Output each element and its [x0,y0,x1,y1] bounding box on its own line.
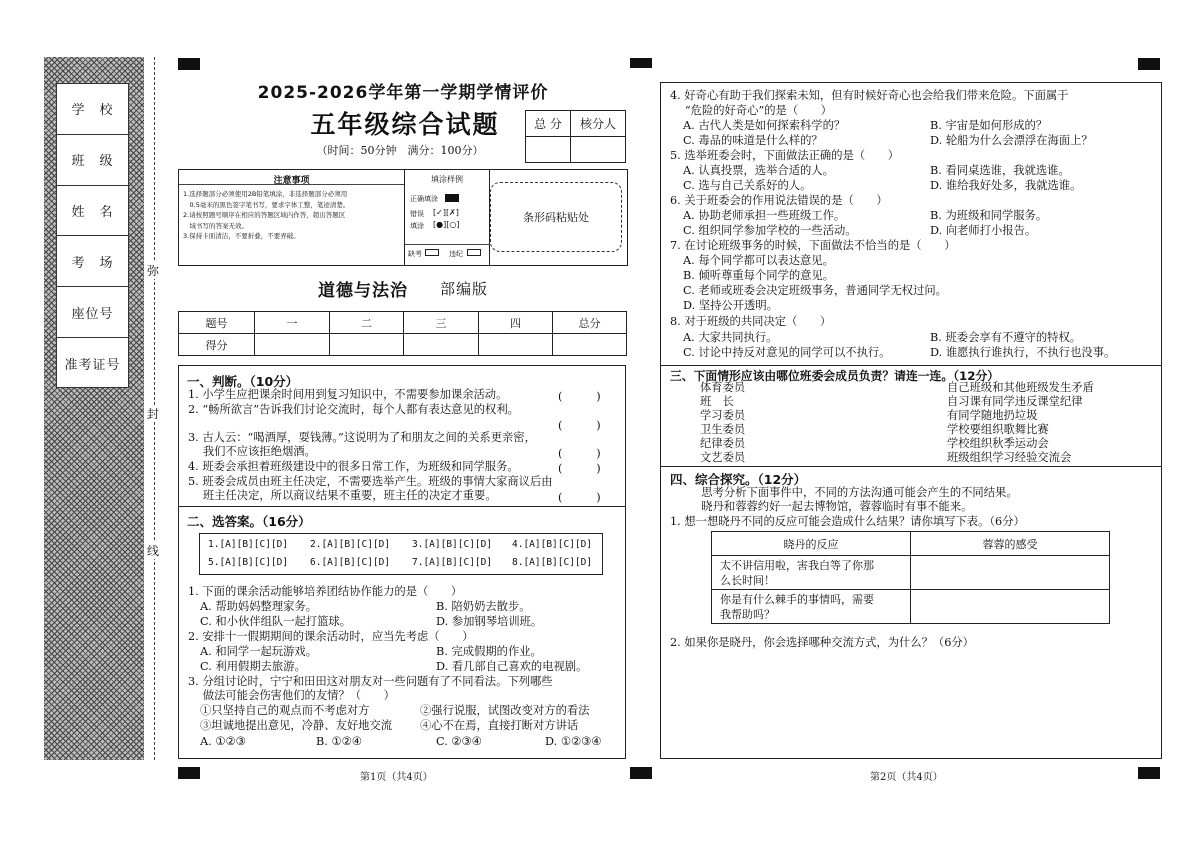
situation-item[interactable]: 自己班级和其他班级发生矛盾 [947,381,1094,394]
marks-cell[interactable] [255,334,330,356]
notice-line: 3.保持卡面清洁，不要折叠，不要弄破。 [183,232,300,240]
option: C. ②③④ [436,735,482,748]
seal-char: 弥 [147,264,160,278]
question: 做法可能会伤害他们的友情？（ ） [188,689,395,702]
answer-bubble-row[interactable]: 8.[A][B][C][D] [512,557,593,568]
option: A. ①②③ [200,735,246,748]
option: B. 倾听尊重每个同学的意见。 [683,269,835,282]
option: A. 认真投票，选举合适的人。 [683,164,834,177]
role-item[interactable]: 学习委员 [700,409,746,422]
question: 2. 如果你是晓丹，你会选择哪种交流方式，为什么？（6分） [670,636,974,649]
student-info-box [56,83,129,388]
timing-mark [178,767,200,779]
role-item[interactable]: 班 长 [700,395,734,408]
option: A. 古代人类是如何探索科学的？ [683,119,846,132]
timing-mark [1138,58,1160,70]
judge-item: 4. 班委会承担着班级建设中的很多日常工作，为班级和同学服务。 [188,460,519,473]
option: D. 坚持公开透明。 [683,299,778,312]
timing-mark [630,58,652,68]
question: 8. 对于班级的共同决定（ ） [670,315,832,328]
total-score-label: 总 分 [526,111,571,137]
marks-header: 二 [330,312,404,334]
part2-title: 二、选答案。（16分） [187,514,311,529]
barcode-label: 条形码粘贴处 [523,211,589,224]
question: 4. 好奇心有助于我们探索未知，但有时候好奇心也会给我们带来危险。下面属于 [670,89,1069,102]
situation-item[interactable]: 班级组织学习经验交流会 [947,451,1072,464]
option: A. 每个同学都可以表达意见。 [683,254,834,267]
marks-header: 四 [479,312,553,334]
option: D. 轮船为什么会漂浮在海面上？ [930,134,1093,147]
option: B. 陪奶奶去散步。 [436,600,531,613]
option: C. 利用假期去旅游。 [200,660,306,673]
judge-item: 3. 古人云：“喝酒厚，耍钱薄。”这说明为了和朋友之间的关系更亲密， [188,431,536,444]
marks-row-label: 得分 [179,334,255,356]
part1-title: 一、判断。（10分） [187,374,299,389]
option: D. 向老师打小报告。 [930,224,1037,237]
option: A. 和同学一起玩游戏。 [200,645,318,658]
answer-bubble-row[interactable]: 7.[A][B][C][D] [412,557,493,568]
answer-paren[interactable]: ( ) [558,491,601,504]
reaction-cell [712,556,911,590]
page1-footer: 第1页（共4页） [360,772,433,783]
option: B. 完成假期的作业。 [436,645,542,658]
info-field: 准考证号 [64,357,121,373]
option: D. 看几部自己喜欢的电视剧。 [436,660,588,673]
absent-box[interactable] [425,249,439,256]
question: 1. 下面的课余活动能够培养团结协作能力的是（ ） [188,585,463,598]
feeling-header: 蓉蓉的感受 [911,532,1110,556]
marks-header: 三 [404,312,479,334]
notice-line: 0.5毫米的黑色签字笔书写，要求字体工整，笔迹清楚。 [183,200,350,209]
marks-cell[interactable] [479,334,553,356]
absent-label: 缺考 [408,250,422,258]
option: B. 宇宙是如何形成的？ [930,119,1048,132]
feeling-cell[interactable] [911,590,1110,624]
reaction-table [711,531,1110,624]
situation-item[interactable]: 学校组织秋季运动会 [947,437,1049,450]
notice-line: 域书写的答案无效。 [183,221,248,230]
reaction-header: 晓丹的反应 [712,532,911,556]
option: A. 大家共同执行。 [683,331,778,344]
notice-line: 1.选择题部分必须使用2B铅笔填涂，非选择题部分必须用 [183,190,348,198]
question: “危险的好奇心”的是（ ） [670,104,833,117]
reaction-cell [712,590,911,624]
subject-edition: 部编版 [440,280,489,298]
fill-wrong2-label: 填涂 [410,222,424,230]
option: B. 为班级和同学服务。 [930,209,1048,222]
reaction-text: 你是有什么棘手的事情吗，需要 [720,592,874,606]
judge-item: 班主任决定，所以商议结果不重要，班主任的决定才重要。 [188,489,497,502]
reaction-text: 么长时间！ [720,573,775,587]
question: 3. 分组讨论时，宁宁和田田这对朋友对一些问题有了不同看法。下列哪些 [188,675,553,688]
answer-bubble-row[interactable]: 4.[A][B][C][D] [512,539,593,550]
option: C. 讨论中持反对意见的同学可以不执行。 [683,346,891,359]
answer-bubble-row[interactable]: 3.[A][B][C][D] [412,539,493,550]
question: 2. 安排十一假期期间的课余活动时，应当先考虑（ ） [188,630,474,643]
timing-mark [178,58,200,70]
answer-bubble-row[interactable]: 5.[A][B][C][D] [208,557,289,568]
info-field: 考 场 [57,236,128,287]
fill-sample-title: 填涂样例 [431,175,463,184]
part4-intro: 思考分析下面事件中，不同的方法沟通可能会产生的不同结果。 [690,486,1018,499]
violation-label: 违纪 [449,250,463,258]
notice-title: 注意事项 [179,170,404,185]
wrong-mark-icons: [●][○] [433,220,460,229]
notice-line: 2.请按照题号顺序在相应的答题区域内作答，超出答题区 [183,211,346,219]
violation-box[interactable] [467,249,481,256]
feeling-cell[interactable] [911,556,1110,590]
fill-wrong-label: 错误 [410,210,424,218]
score-box [525,110,626,163]
seal-char: 线 [147,544,160,558]
info-field: 班 级 [57,135,128,186]
answer-bubble-row[interactable]: 6.[A][B][C][D] [310,557,391,568]
exam-main-title: 五年级综合试题 [310,110,500,139]
barcode-area [490,182,622,252]
marks-header: 一 [255,312,330,334]
option: A. 协助老师承担一些班级工作。 [683,209,846,222]
total-score-cell[interactable] [526,137,571,163]
part3-title: 三、下面情形应该由哪位班委会成员负责？请连一连。（12分） [670,369,1000,383]
marks-cell[interactable] [330,334,404,356]
answer-grid [199,533,603,575]
subject-title: 道德与法治 [318,281,408,301]
marks-header: 题号 [179,312,255,334]
option: C. 和小伙伴组队一起打篮球。 [200,615,351,628]
judge-item: 1. 小学生应把课余时间用到复习知识中，不需要参加课余活动。 [188,388,508,401]
situation-item[interactable]: 学校要组织歌舞比赛 [947,423,1049,436]
exam-term-title: 2025-2026学年第一学期学情评价 [257,83,549,103]
option: D. 谁给我好处多，我就选谁。 [930,179,1082,192]
situation-item[interactable]: 有同学随地扔垃圾 [947,409,1038,422]
fill-correct-label: 正确填涂 [410,195,438,203]
option: ②强行说服，试图改变对方的看法 [420,704,590,717]
option: D. 参加钢琴培训班。 [436,615,543,628]
role-item[interactable]: 卫生委员 [700,423,746,436]
marks-cell[interactable] [553,334,627,356]
page2-footer: 第2页（共4页） [870,772,943,783]
option: B. 看同桌选谁，我就选谁。 [930,164,1070,177]
reaction-text: 我帮助吗？ [720,607,775,621]
role-item[interactable]: 体育委员 [700,381,746,394]
option: A. 帮助妈妈整理家务。 [200,600,318,613]
seal-char: 封 [147,407,160,421]
checker-label: 核分人 [571,111,626,137]
timing-mark [1138,767,1160,779]
answer-bubble-row[interactable]: 2.[A][B][C][D] [310,539,391,550]
option: C. 毒品的味道是什么样的？ [683,134,823,147]
checker-cell[interactable] [571,137,626,163]
marks-cell[interactable] [404,334,479,356]
option: ③坦诚地提出意见，冷静、友好地交流 [200,719,393,732]
reaction-text: 太不讲信用啦，害我白等了你那 [720,558,874,572]
notice-section [179,170,405,265]
judge-item: 2. “畅所欲言”告诉我们讨论交流时，每个人都有表达意见的权利。 [188,403,519,416]
info-field: 姓 名 [57,186,128,237]
option: C. 选与自己关系好的人。 [683,179,812,192]
info-field: 学 校 [57,84,128,135]
timing-mark [630,767,652,779]
role-item[interactable]: 纪律委员 [700,437,746,450]
marks-header: 总分 [553,312,627,334]
option: C. 老师或班委会决定班级事务，普通同学无权过问。 [683,284,947,297]
option: ④心不在焉，直接打断对方讲话 [420,719,579,732]
wrong-mark-icons: [✓][✗] [433,208,459,217]
fill-sample [405,170,490,265]
question: 6. 关于班委会的作用说法错误的是（ ） [670,194,888,207]
answer-paren[interactable]: ( ) [558,447,601,460]
option: B. 班委会享有不遵守的特权。 [930,331,1082,344]
answer-paren[interactable]: ( ) [558,419,601,432]
answer-paren[interactable]: ( ) [558,462,601,475]
judge-item: 5. 班委会成员由班主任决定，不需要选举产生。班级的事情大家商议后由 [188,475,553,488]
judge-item: 我们不应该拒绝烟酒。 [188,445,316,458]
option: C. 组织同学参加学校的一些活动。 [683,224,857,237]
role-item[interactable]: 文艺委员 [700,451,746,464]
answer-bubble-row[interactable]: 1.[A][B][C][D] [208,539,289,550]
question: 1. 想一想晓丹不同的反应可能会造成什么结果？请你填写下表。（6分） [670,515,1025,528]
situation-item[interactable]: 自习课有同学违反课堂纪律 [947,395,1083,408]
filled-box-icon [445,194,459,202]
info-field: 座位号 [57,287,128,338]
option: D. ①②③④ [545,735,602,748]
marks-table [178,311,627,356]
option: ①只坚持自己的观点而不考虑对方 [200,704,370,717]
question: 5. 选举班委会时，下面做法正确的是（ ） [670,149,900,162]
answer-paren[interactable]: ( ) [558,390,601,403]
option: B. ①②④ [316,735,362,748]
exam-time-info: （时间：50分钟 满分：100分） [316,144,484,157]
part4-intro: 晓丹和蓉蓉约好一起去博物馆，蓉蓉临时有事不能来。 [690,500,973,513]
part4-title: 四、综合探究。（12分） [670,472,807,487]
option: D. 谁愿执行谁执行，不执行也没事。 [930,346,1116,359]
question: 7. 在讨论班级事务的时候，下面做法不恰当的是（ ） [670,239,956,252]
